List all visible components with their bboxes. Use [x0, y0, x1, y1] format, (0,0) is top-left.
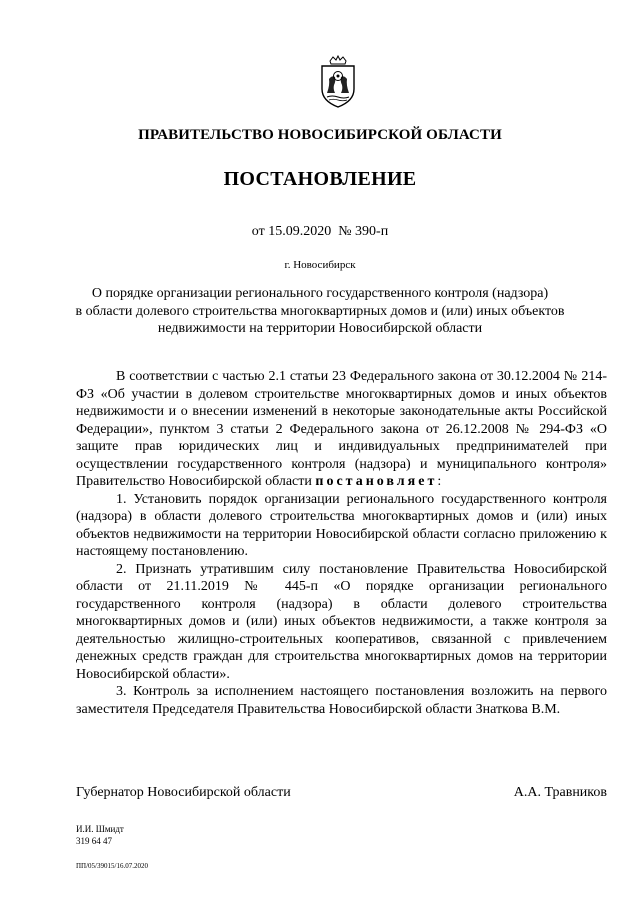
decree-colon: :: [437, 474, 442, 489]
doc-title-line: О порядке организации регионального государственного контроля (надзора): [91, 286, 549, 301]
decree-word: постановляет: [315, 474, 438, 489]
decree-item-3: 3. Контроль за исполнением настоящего постановления возложить на первого заместителя Председателя Правительства Новосибирской области Знаткова В.М.: [76, 684, 607, 717]
signatory-position: Губернатор Новосибирской области: [76, 785, 291, 800]
coat-of-arms-icon: [318, 55, 358, 109]
doc-title-line: в области долевого строительства многоквартирных домов и (или) иных объектов: [75, 303, 565, 319]
signature-block: [76, 785, 607, 801]
decree-item-1: 1. Установить порядок организации регионального государственного контроля (надзора) в области долевого строительства многоквартирных домов и (или) иных объектов недвижимости на территории Новосибирской области согласно приложению к настоящему постановлению.: [76, 491, 607, 559]
executor-phone: 319 64 47: [76, 836, 112, 846]
decree-item-2: 2. Признать утратившим силу постановление Правительства Новосибирской области от 21.11.2019 № 445-п «О порядке организации регионального государственного контроля (надзора) в области долевого строительства многоквартирных домов и (или) иных объектов недвижимости, а также контроля за деятельностью жилищно-строительных кооперативов, связанной с привлечением денежных средств граждан для строительства многоквартирных домов на территории Новосибирской области».: [76, 561, 607, 682]
city-line: г. Новосибирск: [284, 259, 356, 271]
document-code: ПП/05/39015/16.07.2020: [76, 862, 148, 870]
preamble-paragraph: [76, 368, 607, 491]
doc-title: [70, 285, 570, 338]
preamble-text: В соответствии с частью 2.1 статьи 23 Федерального закона от 30.12.2004 № 214-ФЗ «Об участии в долевом строительстве многоквартирных домов и иных объектов недвижимости и о внесении изменений в некоторые законодательные акты Российской Федерации», пунктом 3 статьи 2 Федерального закона от 26.12.2008 № 294-ФЗ «О защите прав юридических лиц и индивидуальных предпринимателей при осуществлении государственного контроля (надзора) и муниципального контроля» Правительство Новосибирской области: [76, 369, 607, 489]
date-number-line: от 15.09.2020 № 390-п: [251, 224, 389, 239]
doc-title-line: недвижимости на территории Новосибирской области: [157, 321, 483, 336]
doc-type-heading: ПОСТАНОВЛЕНИЕ: [223, 168, 417, 190]
signatory-name: А.А. Травников: [513, 785, 607, 800]
org-name: ПРАВИТЕЛЬСТВО НОВОСИБИРСКОЙ ОБЛАСТИ: [138, 127, 502, 143]
document-body: [76, 368, 607, 718]
executor-info: [76, 823, 124, 847]
executor-name: И.И. Шмидт: [76, 824, 124, 834]
